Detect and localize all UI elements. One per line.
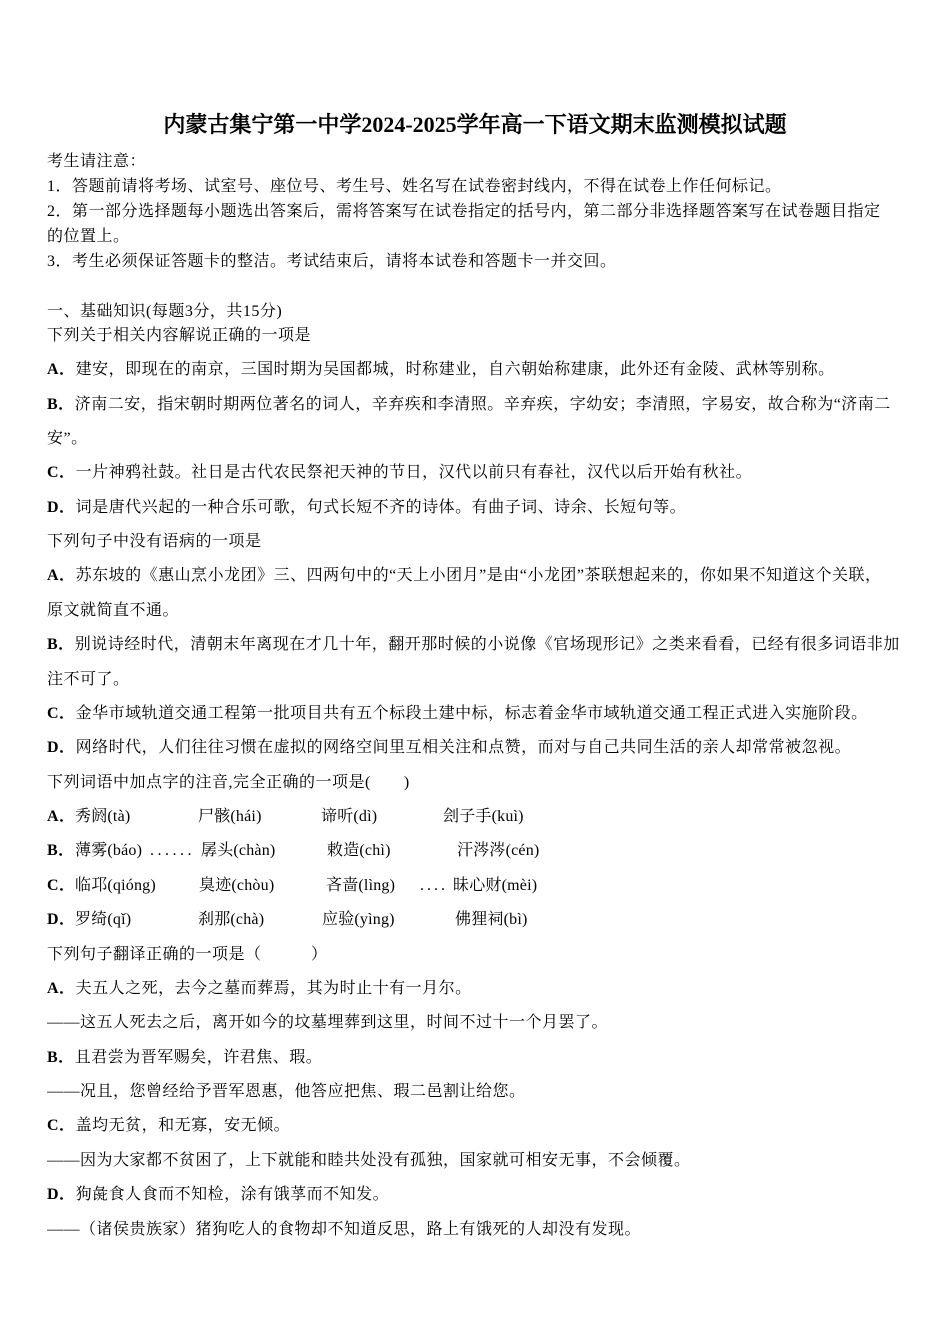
pinyin-word: 敕造(chì)	[327, 842, 391, 860]
notice-line-3: 3．考生必须保证答题卡的整洁。考试结束后，请将本试卷和答题卡一并交回。	[47, 252, 617, 270]
option-text: 且君尝为晋军赐矣，许君焦、瑕。	[74, 1048, 323, 1066]
question-4-stem: 下列句子翻译正确的一项是（ ）	[47, 945, 328, 963]
pinyin-word: 佛狸祠(bì)	[455, 911, 528, 929]
option-text: 济南二安，指宋朝时期两位著名的词人，辛弃疾和李清照。辛弃疾，字幼安；李清照，字易安，故合称为“济南二	[74, 395, 891, 413]
question-1-option-c	[47, 456, 947, 490]
question-3-stem: 下列词语中加点字的注音,完全正确的一项是( )	[47, 773, 410, 791]
question-2-option-b	[47, 628, 947, 662]
option-label: A．	[47, 808, 76, 826]
option-label: D．	[47, 739, 76, 757]
question-3-option-d	[47, 903, 947, 937]
question-3-option-a	[47, 800, 947, 834]
emphasis-dots: ......	[150, 842, 195, 860]
pinyin-word: 谛听(dì)	[321, 808, 378, 826]
question-2-stem: 下列句子中没有语病的一项是	[47, 533, 262, 551]
notice-line-1: 1．答题前请将考场、试室号、座位号、考生号、姓名写在试卷密封线内，不得在试卷上作任何标记。	[47, 177, 782, 195]
question-list	[47, 319, 947, 1247]
option-label: C．	[47, 876, 76, 894]
option-text: 建安，即现在的南京，三国时期为吴国都城，时称建业，自六朝始称建康，此外还有金陵、武林等别称。	[75, 361, 835, 379]
option-label: B．	[47, 842, 75, 860]
pinyin-word: 孱头(chàn)	[201, 842, 276, 860]
candidate-notice	[47, 149, 947, 274]
option-text: 金华市域轨道交通工程第一批项目共有五个标段土建中标，标志着金华市域轨道交通工程正式进入实施阶段。	[75, 704, 868, 722]
option-label: C．	[47, 464, 76, 482]
question-3-option-b	[47, 834, 947, 868]
option-text: 苏东坡的《惠山烹小龙团》三、四两句中的“天上小团月”是由“小龙团”茶联想起来的，你如果不知道这个关联，	[75, 567, 882, 585]
pinyin-word: 应验(yìng)	[322, 911, 395, 929]
question-2-option-d	[47, 731, 947, 765]
option-text: 一片神鸦社鼓。社日是古代农民祭祀天神的节日，汉代以前只有春社，汉代以后开始有秋社。	[75, 464, 753, 482]
question-4-option-c-translation: ——因为大家都不贫困了，上下就能和睦共处没有孤独，国家就可相安无事，不会倾覆。	[47, 1151, 691, 1169]
notice-heading: 考生请注意：	[47, 152, 147, 170]
exam-title: 内蒙古集宁第一中学2024-2025学年高一下语文期末监测模拟试题	[163, 112, 787, 137]
pinyin-word: 昧心财(mèi)	[453, 876, 538, 894]
pinyin-word: 尸骸(hái)	[198, 808, 262, 826]
pinyin-word: 薄雾(báo)	[75, 842, 143, 860]
pinyin-word: 临邛(qióng)	[75, 876, 156, 894]
question-4-option-a	[47, 972, 947, 1006]
pinyin-word: 刹那(chà)	[198, 911, 265, 929]
option-label: C．	[47, 1117, 76, 1135]
question-2-option-c	[47, 697, 947, 731]
question-2-option-a	[47, 559, 947, 593]
emphasis-dots: ....	[420, 876, 448, 894]
question-4-option-b	[47, 1041, 947, 1075]
option-text: 夫五人之死，去今之墓而葬焉，其为时止十有一月尔。	[75, 979, 472, 997]
option-label: D．	[47, 498, 76, 516]
option-text: 别说诗经时代，清朝末年离现在才几十年，翻开那时候的小说像《官场现形记》之类来看看，已经有很多词语非加	[74, 636, 900, 654]
question-4-option-b-translation: ——况且，您曾经给予晋军恩惠，他答应把焦、瑕二邑割让给您。	[47, 1083, 526, 1101]
question-3-option-c	[47, 869, 947, 903]
option-label: C．	[47, 704, 76, 722]
option-label: A．	[47, 567, 76, 585]
option-label: D．	[47, 911, 76, 929]
question-1-stem: 下列关于相关内容解说正确的一项是	[47, 326, 312, 344]
question-4-option-d	[47, 1178, 947, 1212]
pinyin-word: 臭迹(chòu)	[199, 876, 275, 894]
option-label: B．	[47, 636, 75, 654]
notice-line-2-continued: 的位置上。	[47, 227, 130, 245]
question-4-option-d-translation: ——（诸侯贵族家）猪狗吃人的食物却不知道反思，路上有饿死的人却没有发现。	[47, 1220, 642, 1238]
question-1-option-b	[47, 388, 947, 422]
pinyin-word: 秀阏(tà)	[75, 808, 131, 826]
pinyin-word: 罗绮(qǐ)	[75, 911, 132, 929]
option-text: 网络时代，人们往往习惯在虚拟的网络空间里互相关注和点赞，而对与自己共同生活的亲人却常常被忽视。	[75, 739, 852, 757]
question-1-option-a	[47, 353, 947, 387]
question-2-option-a-continued: 原文就简直不通。	[47, 601, 180, 619]
option-label: B．	[47, 395, 75, 413]
option-label: A．	[47, 361, 76, 379]
option-text: 词是唐代兴起的一种合乐可歌，句式长短不齐的诗体。有曲子词、诗余、长短句等。	[75, 498, 687, 516]
pinyin-word: 吝啬(lìng)	[326, 876, 396, 894]
question-1-option-d	[47, 491, 947, 525]
pinyin-word: 刽子手(kuì)	[443, 808, 524, 826]
question-2-option-b-continued: 注不可了。	[47, 670, 130, 688]
pinyin-word: 汗涔涔(cén)	[457, 842, 540, 860]
option-label: D．	[47, 1186, 76, 1204]
question-4-option-a-translation: ——这五人死去之后，离开如今的坟墓埋葬到这里，时间不过十一个月罢了。	[47, 1014, 609, 1032]
question-4-option-c	[47, 1109, 947, 1143]
option-label: B．	[47, 1048, 75, 1066]
question-1-option-b-continued: 安”。	[47, 429, 88, 447]
notice-line-2: 2．第一部分选择题每小题选出答案后，需将答案写在试卷指定的括号内，第二部分非选择题答案写在试卷题目指定	[47, 202, 881, 220]
option-text: 狗彘食人食而不知检，涂有饿莩而不知发。	[75, 1186, 390, 1204]
section-heading: 一、基础知识(每题3分，共15分)	[47, 302, 283, 320]
option-label: A．	[47, 979, 76, 997]
option-text: 盖均无贫，和无寡，安无倾。	[75, 1117, 291, 1135]
